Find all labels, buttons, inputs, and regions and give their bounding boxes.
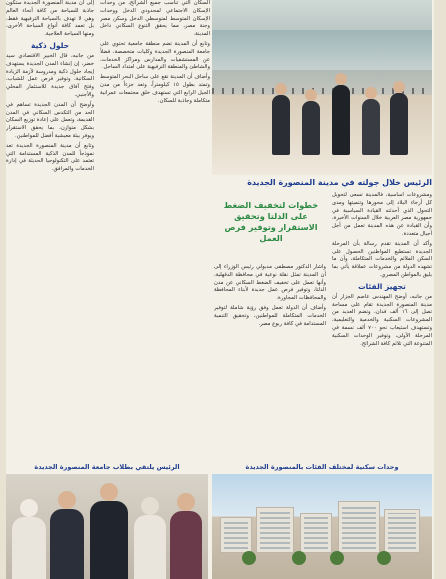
paragraph: من جانبه، أوضح المهندس عاصم الجزار أن مدينة المنصورة الجديدة تقام على مساحة تصل إلى ١٦ ألف فدان، وتضم العديد من المشروعات السكنية والخدمية والتعليمية، وتستهدف استيعاب نحو ٧٠٠ ألف نسمة في المرحلة الأولى، وتوفير الوحدات السكنية المتنوعة التي تلائم كافة الشرائح.	[332, 293, 432, 347]
housing-photo	[212, 474, 432, 579]
section-heading: حلول ذكية	[30, 40, 70, 50]
article-column-right	[332, 192, 432, 460]
bottom-right-caption: وحدات سكنية لمختلف الفئات بالمنصورة الجديدة	[245, 463, 399, 471]
paragraph: إلى أن مدينة المنصورة الجديدة ستكون جاذبة للسياحة من كافة أنحاء العالم وهي لا تهدف بالسياحة الترفيهية فقط، بل تعمد كافة أنواع السياحة الأخرى، ومنها السياحة العلاجية.	[6, 0, 94, 38]
top-photo-caption: الرئيس خلال جولته في مدينة المنصورة الجديدة	[247, 178, 432, 187]
article-column-middle-lower	[214, 264, 326, 460]
page-edge-strip	[434, 0, 446, 579]
section-heading: تجهيز الفئات	[358, 281, 406, 291]
paragraph: وأشار الدكتور مصطفى مدبولي رئيس الوزراء إلى أن المدينة تمثل نقلة نوعية في محافظة الدقهلية، وأنها تعمل على تخفيف الضغط السكاني عن مدن الدلتا، وتوفير فرص عمل جديدة لأبناء المحافظة والمحافظات المجاورة.	[214, 264, 326, 302]
paragraph: السكان التي تناسب جميع الشرائح، من وحدات الإسكان الاجتماعي لمحدودي الدخل ووحدات الإسكان المتوسط لمتوسطي الدخل وسكن مصر وجنة مصر، مما يحقق التنوع السكاني داخل المدينة.	[100, 0, 210, 38]
article-column-left	[6, 0, 94, 460]
paragraph: ومشروعات أساسية، فالمدينة تسعى لتحويل كل أرجاء البلاد إلى محورها وتنميتها ومدى التحول الذي أحدثته القيادة السياسية في جمهورية مصر العربية خلال السنوات الأخيرة، وأن القيادة عن هذه المدينة تعمل من أجل أجيال متعددة.	[332, 192, 432, 237]
top-photo	[212, 0, 432, 175]
paragraph: وأضاف أن المدينة تقع على ساحل البحر المتوسط وتمتد بطول ١٥ كيلومتراً، وتعد جزءاً من مدن الجيل الرابع التي تستهدف خلق مجتمعات عمرانية متكاملة وجاذبة للسكان.	[100, 74, 210, 104]
paragraph: وأكد أن المدينة تقدم رسالة بأن المرحلة الجديدة تستطيع المواطنين الحصول على السكن الملائم والخدمات المتكاملة، وأن ما تشهده الدولة من مشروعات عملاقة يأتي بما يليق بالمواطن المصري.	[332, 240, 432, 278]
paragraph: وتابع أن مدينة المنصورة الجديدة تعد نموذجاً للمدن الذكية المستدامة التي تعتمد على التكنولوجيا الحديثة في إدارة الخدمات والمرافق.	[6, 142, 94, 173]
paragraph: وأوضح أن المدن الجديدة تساهم في الحد من التكدس السكاني في المدن القديمة، وتعمل على إعادة توزيع السكان بشكل متوازن، بما يحقق الاستقرار ويوفر بيئة معيشية أفضل للمواطنين.	[6, 101, 94, 139]
pull-quote: خطوات لتخفيف الضغط على الدلتا وتحقيق الاستقرار وتوفير فرص العمل	[223, 200, 319, 243]
paragraph: وتابع أن المدينة تضم منطقة جامعية تحتوي على جامعة المنصورة الجديدة وكليات متخصصة، فضلاً عن المستشفيات والمدارس ومراكز الخدمات، والشاطئ والمنطقة الترفيهية على امتداد الساحل.	[100, 40, 210, 71]
article-column-middle	[100, 0, 210, 460]
paragraph: من جانبه، قال الخبير الاقتصادي سيد خضر، إن إنشاء المدن الجديدة يستهدف إيجاد حلول ذكية ومدروسة لأزمة الزيادة السكانية، وتوفير فرص عمل للشباب، وفتح آفاق جديدة للاستثمار المحلي والأجنبي.	[6, 52, 94, 98]
paragraph: وأضاف أن الدولة تعمل وفق رؤية شاملة لتوفير الخدمات المتكاملة للمواطنين، وتحقيق التنمية المستدامة في كافة ربوع مصر.	[214, 304, 326, 327]
bottom-left-caption: الرئيس يلتقي بطلاب جامعة المنصورة الجديدة	[34, 463, 180, 471]
students-photo	[6, 474, 208, 579]
